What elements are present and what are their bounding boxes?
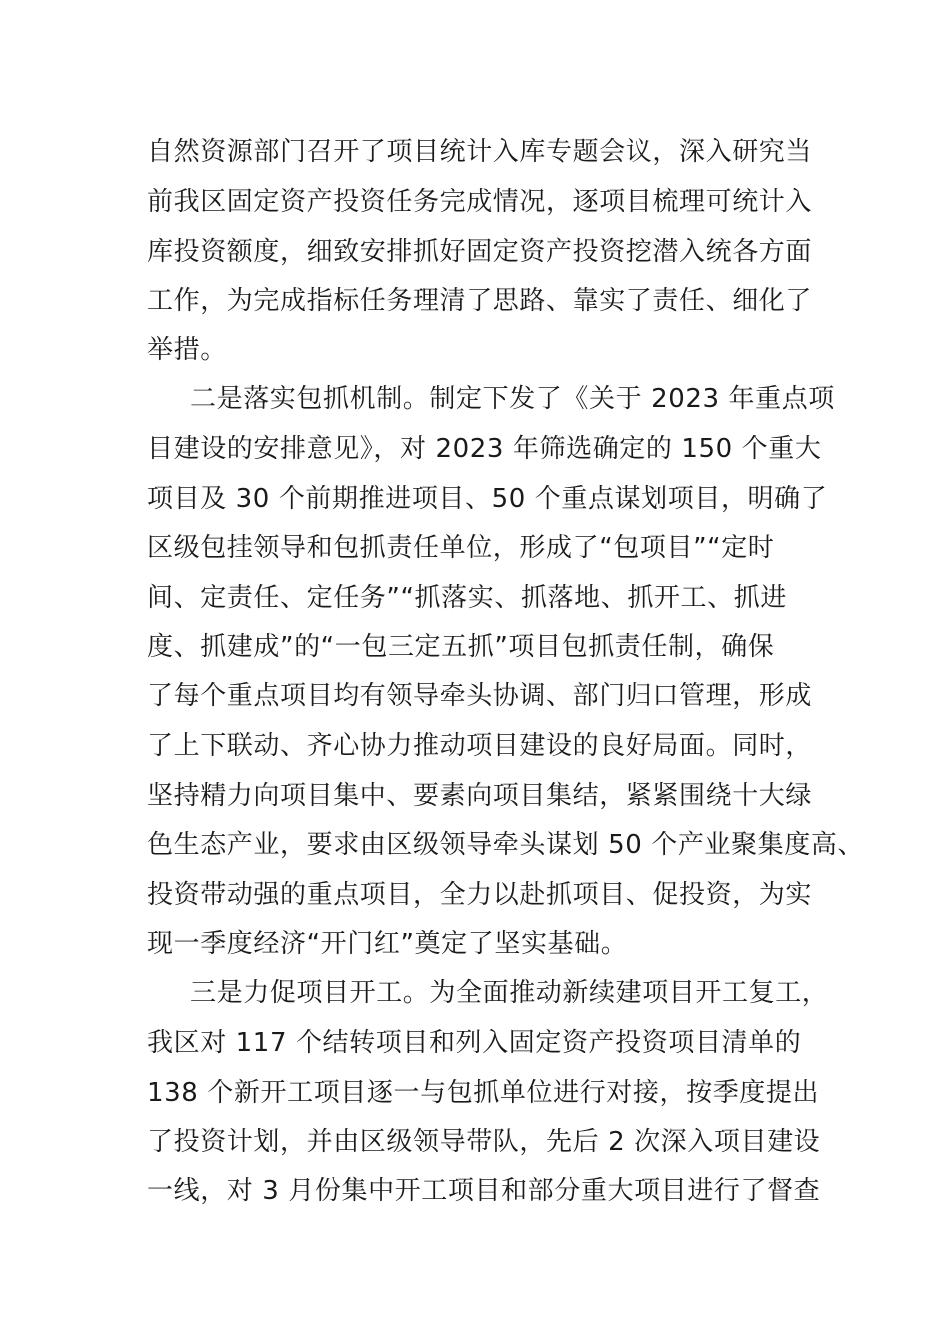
body-text-line: 一线，对 3 月份集中开工项目和部分重大项目进行了督查 xyxy=(147,1176,821,1206)
body-text-line: 自然资源部门召开了项目统计入库专题会议，深入研究当 xyxy=(147,137,813,167)
body-text-line: 度、抓建成”的“一包三定五抓”项目包抓责任制，确保 xyxy=(147,632,775,662)
body-text-line: 了上下联动、齐心协力推动项目建设的良好局面。同时， xyxy=(147,731,813,761)
body-text-line: 目建设的安排意见》，对 2023 年筛选确定的 150 个重大 xyxy=(147,434,822,464)
body-text-line: 138 个新开工项目逐一与包抓单位进行对接，按季度提出 xyxy=(147,1078,820,1108)
body-text-line: 区级包挂领导和包抓责任单位，形成了“包项目”“定时 xyxy=(147,533,775,563)
body-text-line: 前我区固定资产投资任务完成情况，逐项目梳理可统计入 xyxy=(147,187,813,217)
body-text-line: 间、定责任、定任务”“抓落实、抓落地、抓开工、抓进 xyxy=(147,583,787,613)
paragraph-first-line: 二是落实包抓机制。制定下发了《关于 2023 年重点项 xyxy=(190,384,835,414)
body-text-line: 库投资额度，细致安排抓好固定资产投资挖潜入统各方面 xyxy=(147,237,813,267)
body-text-line: 了投资计划，并由区级领导带队，先后 2 次深入项目建设 xyxy=(147,1127,821,1157)
body-text-line: 了每个重点项目均有领导牵头协调、部门归口管理，形成 xyxy=(147,681,813,711)
body-text-line: 投资带动强的重点项目，全力以赴抓项目、促投资，为实 xyxy=(147,880,813,910)
paragraph-first-line: 三是力促项目开工。为全面推动新续建项目开工复工， xyxy=(190,978,829,1008)
body-text-line: 我区对 117 个结转项目和列入固定资产投资项目清单的 xyxy=(147,1028,802,1058)
body-text-line: 项目及 30 个前期推进项目、50 个重点谋划项目，明确了 xyxy=(147,484,828,514)
body-text-line: 工作，为完成指标任务理清了思路、靠实了责任、细化了 xyxy=(147,286,813,316)
body-text-line: 色生态产业，要求由区级领导牵头谋划 50 个产业聚集度高、 xyxy=(147,830,865,860)
body-text-line: 举措。 xyxy=(147,335,227,365)
body-text-line: 现一季度经济“开门红”奠定了坚实基础。 xyxy=(147,929,628,959)
body-text-line: 坚持精力向项目集中、要素向项目集结，紧紧围绕十大绿 xyxy=(147,781,813,811)
